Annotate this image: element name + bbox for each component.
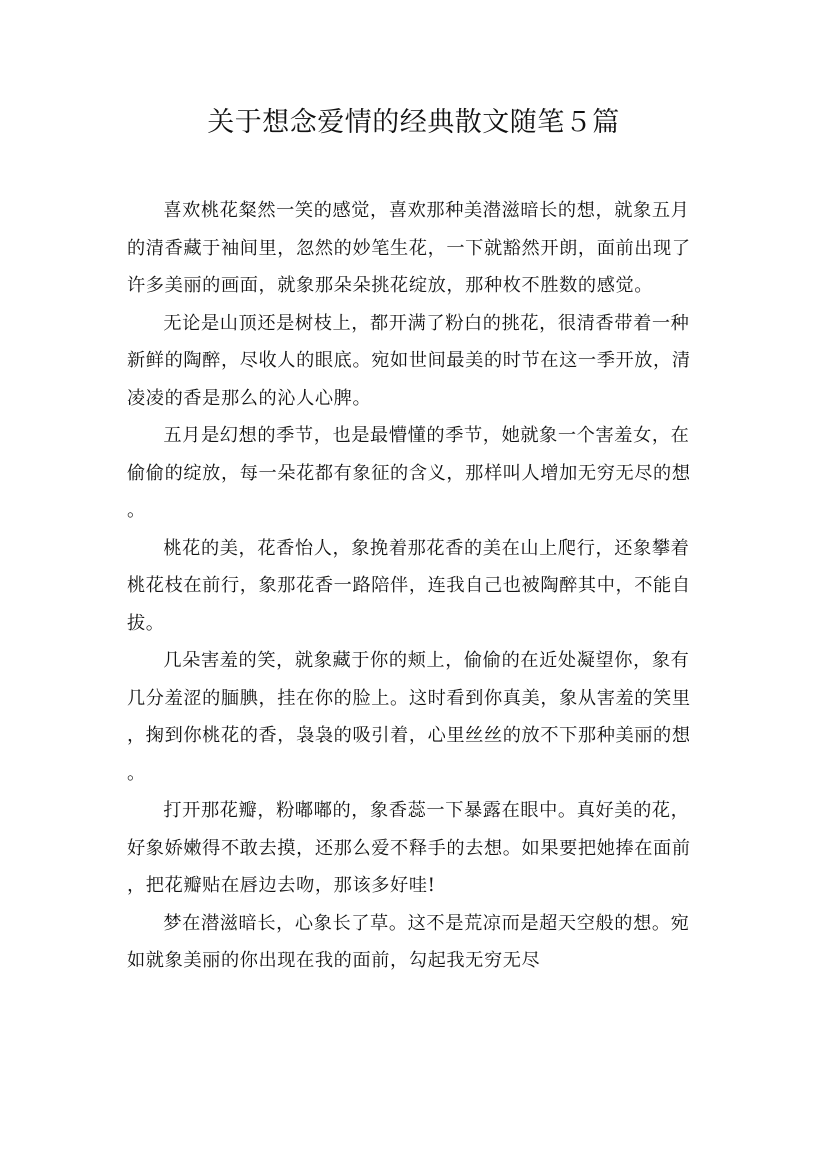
document-body — [127, 192, 707, 980]
paragraph: 五月是幻想的季节，也是最懵懂的季节，她就象一个害羞女，在偷偷的绽放，每一朵花都有象征的含义，那样叫人增加无穷无尽的想。 — [127, 425, 691, 521]
paragraph: 喜欢桃花粲然一笑的感觉，喜欢那种美潜滋暗长的想，就象五月的清香藏于袖间里，忽然的妙笔生花，一下就豁然开朗，面前出现了许多美丽的画面，就象那朵朵挑花绽放，那种枚不胜数的感觉。 — [127, 200, 691, 296]
paragraph: 几朵害羞的笑，就象藏于你的颊上，偷偷的在近处凝望你，象有几分羞涩的腼腆，挂在你的脸上。这时看到你真美，象从害羞的笑里，掬到你桃花的香，袅袅的吸引着，心里丝丝的放不下那种美丽的想。 — [127, 650, 691, 784]
document-title: 关于想念爱情的经典散文随笔５篇 — [207, 107, 620, 138]
paragraph: 桃花的美，花香怡人，象挽着那花香的美在山上爬行，还象攀着桃花枝在前行，象那花香一路陪伴，连我自己也被陶醉其中，不能自拔。 — [127, 537, 691, 634]
paragraph: 无论是山顶还是树枝上，都开满了粉白的挑花，很清香带着一种新鲜的陶醉，尽收人的眼底。宛如世间最美的时节在这一季开放，清凌凌的香是那么的沁人心脾。 — [127, 312, 691, 409]
paragraph: 打开那花瓣，粉嘟嘟的，象香蕊一下暴露在眼中。真好美的花，好象娇嫩得不敢去摸，还那么爱不释手的去想。如果要把她捧在面前，把花瓣贴在唇边去吻，那该多好哇! — [127, 800, 691, 896]
paragraph: 梦在潜滋暗长，心象长了草。这不是荒凉而是超天空般的想。宛如就象美丽的你出现在我的面前，勾起我无穷无尽 — [127, 912, 690, 971]
